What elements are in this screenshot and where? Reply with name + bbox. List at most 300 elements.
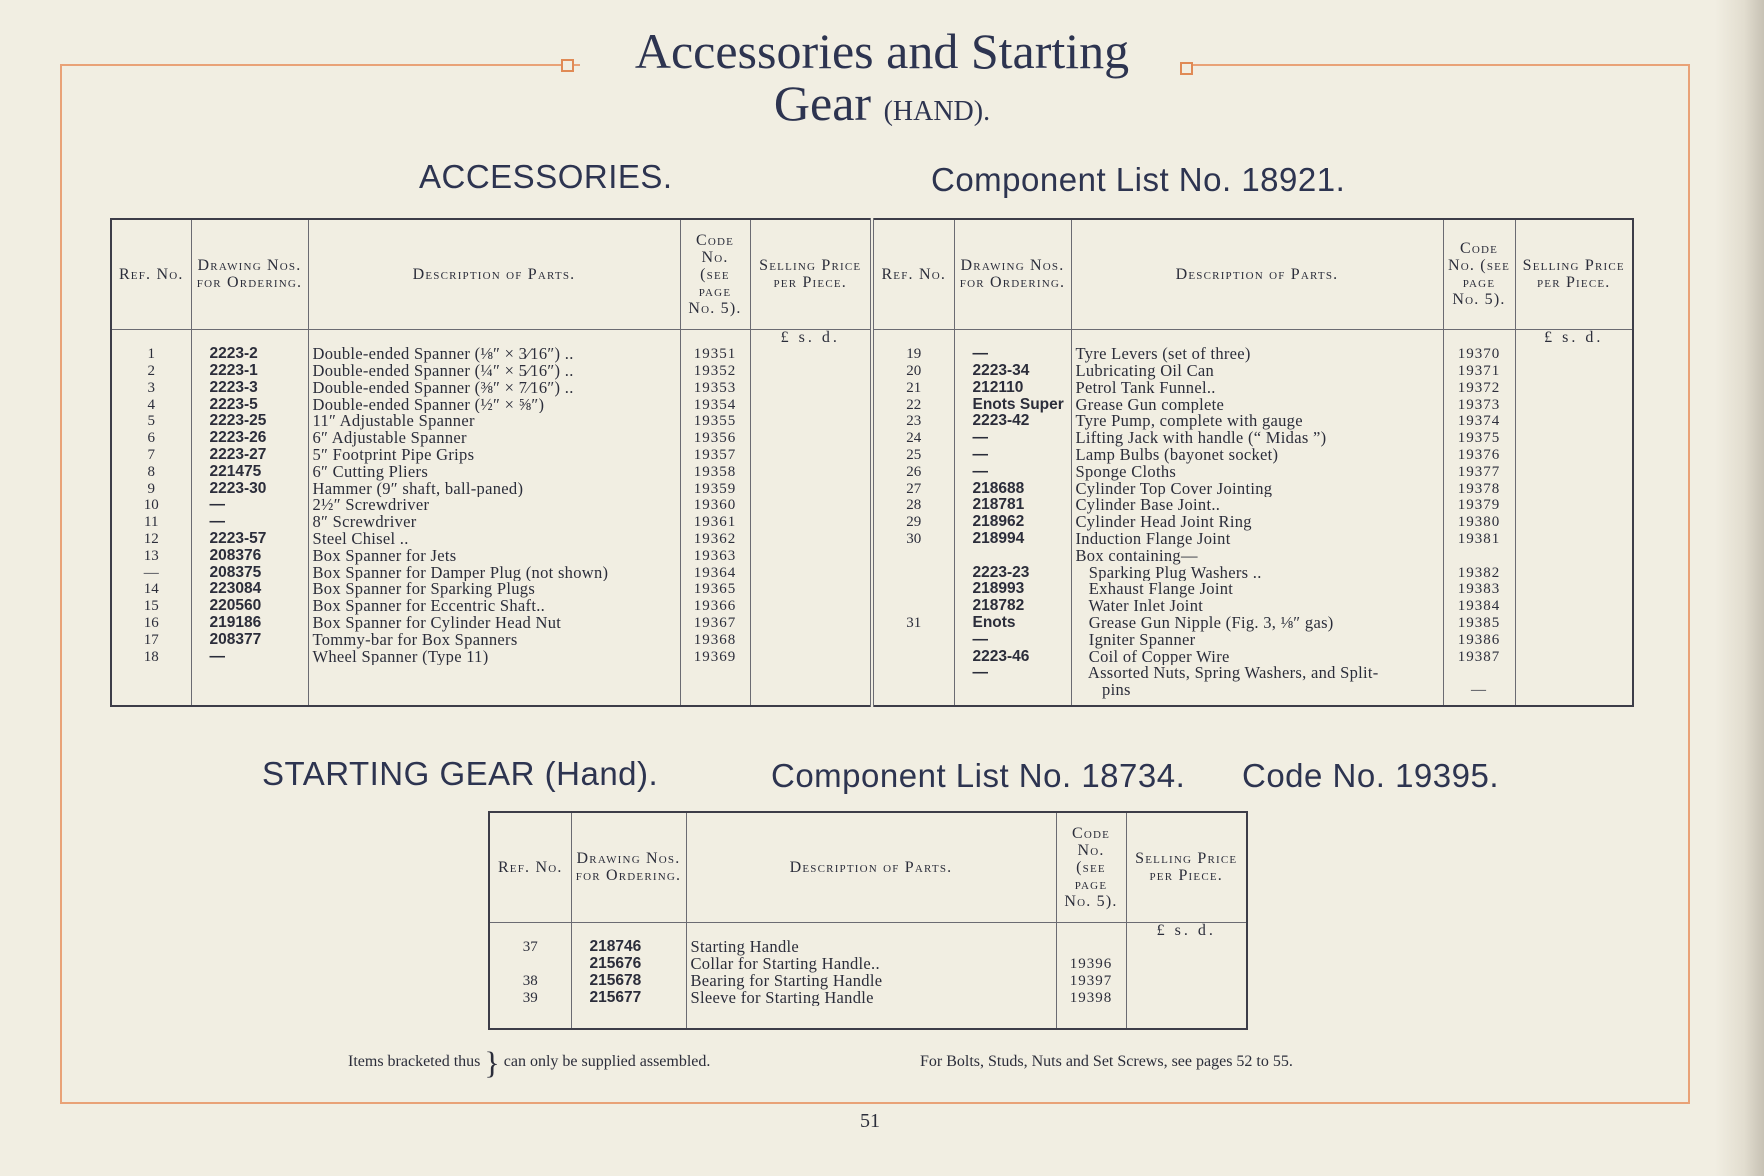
ref-cell: 3: [111, 380, 191, 397]
price-cell: [1126, 956, 1247, 973]
code-cell: [1443, 665, 1515, 682]
price-cell: [1515, 665, 1633, 682]
price-cell: [750, 682, 872, 699]
bolts-note: For Bolts, Studs, Nuts and Set Screws, see pages 52 to 55.: [920, 1053, 1293, 1070]
price-cell: [1515, 430, 1633, 447]
desc-cell: Hammer (9″ shaft, ball-paned): [308, 481, 680, 498]
col-code-header-2: Code No. (see page No. 5).: [1443, 219, 1515, 329]
code-cell: 19360: [680, 497, 750, 514]
desc-cell: Double-ended Spanner (½″ × ⅝″): [308, 397, 680, 414]
price-cell: [1515, 548, 1633, 565]
price-cell: [1515, 632, 1633, 649]
table-row: [111, 447, 1633, 464]
price-cell: [1515, 447, 1633, 464]
drawing-cell: 2223-26: [191, 430, 308, 447]
price-cell: [750, 598, 872, 615]
price-cell: [1126, 990, 1247, 1007]
desc-cell: 6″ Cutting Pliers: [308, 464, 680, 481]
ref-cell: 38: [489, 973, 571, 990]
table-row: [489, 922, 1247, 939]
desc-cell: Petrol Tank Funnel..: [1071, 380, 1443, 397]
ref-cell: 16: [111, 615, 191, 632]
drawing-cell: 215676: [571, 956, 686, 973]
page-title-sub: (HAND).: [883, 96, 991, 127]
table-row: [111, 615, 1633, 632]
ref-cell: 20: [872, 363, 954, 380]
price-cell: [1515, 531, 1633, 548]
desc-cell: [308, 682, 680, 699]
desc-cell: Box Spanner for Sparking Plugs: [308, 581, 680, 598]
code-cell: 19376: [1443, 447, 1515, 464]
code-cell: 19398: [1056, 990, 1126, 1007]
drawing-cell: —: [954, 665, 1071, 682]
desc-cell: Collar for Starting Handle..: [686, 956, 1056, 973]
desc-cell: Lamp Bulbs (bayonet socket): [1071, 447, 1443, 464]
price-cell: [1515, 649, 1633, 666]
drawing-cell: —: [191, 514, 308, 531]
desc-cell: Steel Chisel ..: [308, 531, 680, 548]
padding-cell: [1126, 1006, 1247, 1029]
price-cell: [750, 464, 872, 481]
bracket-glyph: }: [484, 1044, 500, 1081]
bracket-note-text-a: Items bracketed thus: [348, 1053, 481, 1070]
drawing-cell: —: [191, 497, 308, 514]
desc-cell: Lifting Jack with handle (“ Midas ”): [1071, 430, 1443, 447]
table-row: [111, 397, 1633, 414]
currency-label: £ s. d.: [750, 329, 872, 346]
code-cell: 19397: [1056, 973, 1126, 990]
page-title: Accessories and Starting: [634, 23, 1130, 79]
desc-cell: Starting Handle: [686, 939, 1056, 956]
table-row: [111, 565, 1633, 582]
ref-cell: [111, 329, 191, 346]
desc-cell: 11″ Adjustable Spanner: [308, 413, 680, 430]
code-cell: 19368: [680, 632, 750, 649]
ref-cell: 12: [111, 531, 191, 548]
table-row: [489, 990, 1247, 1007]
desc-cell: Box Spanner for Cylinder Head Nut: [308, 615, 680, 632]
ref-cell: 31: [872, 615, 954, 632]
ref-cell: 30: [872, 531, 954, 548]
price-cell: [1515, 565, 1633, 582]
drawing-cell: —: [954, 632, 1071, 649]
code-cell: 19380: [1443, 514, 1515, 531]
price-cell: [750, 665, 872, 682]
sg-col-code-header: Code No. (see page No. 5).: [1056, 812, 1126, 922]
sg-col-price-header: Selling Price per Piece.: [1126, 812, 1247, 922]
ref-cell: 26: [872, 464, 954, 481]
table-row: [111, 514, 1633, 531]
ref-cell: —: [111, 565, 191, 582]
price-cell: [1515, 615, 1633, 632]
price-cell: [750, 632, 872, 649]
ref-cell: [872, 581, 954, 598]
col-code-header: Code No. (see page No. 5).: [680, 219, 750, 329]
padding-cell: [1071, 699, 1443, 706]
starting-gear-heading: STARTING GEAR (Hand).: [262, 755, 659, 792]
price-cell: [750, 481, 872, 498]
drawing-cell: 218994: [954, 531, 1071, 548]
price-cell: [1515, 682, 1633, 699]
bracket-note: [348, 1044, 711, 1081]
starting-gear-table: [488, 811, 1248, 1030]
ref-cell: 5: [111, 413, 191, 430]
table-row: [111, 329, 1633, 346]
drawing-cell: 2223-30: [191, 481, 308, 498]
price-cell: [750, 447, 872, 464]
table-row: [111, 649, 1633, 666]
drawing-cell: 223084: [191, 581, 308, 598]
ref-cell: 15: [111, 598, 191, 615]
table-row: [111, 363, 1633, 380]
drawing-cell: [571, 922, 686, 939]
code-cell: 19363: [680, 548, 750, 565]
price-cell: [1126, 973, 1247, 990]
price-cell: [750, 531, 872, 548]
page-number: 51: [860, 1110, 880, 1132]
desc-cell: 5″ Footprint Pipe Grips: [308, 447, 680, 464]
desc-cell: Sleeve for Starting Handle: [686, 990, 1056, 1007]
price-cell: [750, 548, 872, 565]
code-cell: 19382: [1443, 565, 1515, 582]
desc-cell: 8″ Screwdriver: [308, 514, 680, 531]
desc-cell: 6″ Adjustable Spanner: [308, 430, 680, 447]
drawing-cell: 2223-1: [191, 363, 308, 380]
padding-cell: [680, 699, 750, 706]
table-row: [111, 464, 1633, 481]
table-row: [111, 548, 1633, 565]
code-cell: 19385: [1443, 615, 1515, 632]
col-desc-header: Description of Parts.: [308, 219, 680, 329]
code-cell: 19367: [680, 615, 750, 632]
code-cell: 19355: [680, 413, 750, 430]
page-title-main: Gear: [773, 75, 872, 131]
desc-cell: Cylinder Head Joint Ring: [1071, 514, 1443, 531]
ref-cell: 9: [111, 481, 191, 498]
desc-cell: Box containing—: [1071, 548, 1443, 565]
code-cell: [1056, 922, 1126, 939]
desc-cell: Bearing for Starting Handle: [686, 973, 1056, 990]
drawing-cell: 2223-5: [191, 397, 308, 414]
ref-cell: [872, 329, 954, 346]
drawing-cell: 218782: [954, 598, 1071, 615]
drawing-cell: 2223-34: [954, 363, 1071, 380]
code-cell: [1443, 329, 1515, 346]
ref-cell: [872, 665, 954, 682]
ref-cell: [111, 665, 191, 682]
padding-cell: [1056, 1006, 1126, 1029]
drawing-cell: 215677: [571, 990, 686, 1007]
code-cell: [680, 329, 750, 346]
table-row: [111, 598, 1633, 615]
drawing-cell: [191, 682, 308, 699]
code-cell: 19362: [680, 531, 750, 548]
padding-cell: [489, 1006, 571, 1029]
drawing-cell: 218746: [571, 939, 686, 956]
drawing-cell: 2223-57: [191, 531, 308, 548]
ref-cell: 8: [111, 464, 191, 481]
code-cell: —: [1443, 682, 1515, 699]
drawing-cell: —: [954, 464, 1071, 481]
ref-cell: 13: [111, 548, 191, 565]
code-cell: 19369: [680, 649, 750, 666]
drawing-cell: 2223-23: [954, 565, 1071, 582]
drawing-cell: 208376: [191, 548, 308, 565]
desc-cell: Cylinder Base Joint..: [1071, 497, 1443, 514]
code-cell: 19396: [1056, 956, 1126, 973]
padding-cell: [750, 699, 872, 706]
ref-cell: [489, 956, 571, 973]
ref-cell: 27: [872, 481, 954, 498]
desc-cell: [308, 329, 680, 346]
col-ref-header: Ref. No.: [111, 219, 191, 329]
desc-cell: [308, 665, 680, 682]
drawing-cell: [954, 548, 1071, 565]
ref-cell: [872, 632, 954, 649]
code-cell: 19361: [680, 514, 750, 531]
drawing-cell: —: [954, 447, 1071, 464]
code-cell: 19371: [1443, 363, 1515, 380]
col-drawing-header: Drawing Nos. for Ordering.: [191, 219, 308, 329]
price-cell: [750, 397, 872, 414]
price-cell: [750, 363, 872, 380]
accessories-table: [110, 218, 1634, 707]
price-cell: [1515, 598, 1633, 615]
code-cell: 19366: [680, 598, 750, 615]
code-cell: 19373: [1443, 397, 1515, 414]
code-cell: 19352: [680, 363, 750, 380]
col-price-header: Selling Price per Piece.: [750, 219, 872, 329]
ref-cell: 25: [872, 447, 954, 464]
drawing-cell: 215678: [571, 973, 686, 990]
desc-cell: Grease Gun complete: [1071, 397, 1443, 414]
code-cell: 19354: [680, 397, 750, 414]
drawing-cell: [191, 665, 308, 682]
ref-cell: 6: [111, 430, 191, 447]
desc-cell: Induction Flange Joint: [1071, 531, 1443, 548]
code-cell: 19364: [680, 565, 750, 582]
ref-cell: 18: [111, 649, 191, 666]
ref-cell: [872, 565, 954, 582]
code-cell: 19353: [680, 380, 750, 397]
code-cell: 19356: [680, 430, 750, 447]
table-row: [111, 413, 1633, 430]
page-title-line2: [0, 75, 1764, 137]
ref-cell: [489, 922, 571, 939]
table-row: [111, 665, 1633, 682]
ref-cell: 29: [872, 514, 954, 531]
table-row-padding: [489, 1006, 1247, 1029]
desc-cell: Lubricating Oil Can: [1071, 363, 1443, 380]
drawing-cell: 218993: [954, 581, 1071, 598]
drawing-cell: [954, 682, 1071, 699]
code-cell: 19375: [1443, 430, 1515, 447]
code-cell: 19386: [1443, 632, 1515, 649]
ref-cell: 17: [111, 632, 191, 649]
ref-cell: [872, 682, 954, 699]
table-row: [489, 956, 1247, 973]
table-row: [111, 380, 1633, 397]
drawing-cell: 2223-42: [954, 413, 1071, 430]
price-cell: [1515, 380, 1633, 397]
price-cell: [750, 380, 872, 397]
col-drawing-header-2: Drawing Nos. for Ordering.: [954, 219, 1071, 329]
ref-cell: [872, 548, 954, 565]
drawing-cell: 2223-27: [191, 447, 308, 464]
accessories-component-list: Component List No. 18921.: [931, 161, 1346, 198]
table-row: [111, 531, 1633, 548]
desc-cell: Cylinder Top Cover Jointing: [1071, 481, 1443, 498]
price-cell: [750, 413, 872, 430]
drawing-cell: 218781: [954, 497, 1071, 514]
drawing-cell: Enots Super: [954, 397, 1071, 414]
desc-cell: 2½″ Screwdriver: [308, 497, 680, 514]
price-cell: [1515, 497, 1633, 514]
ref-cell: 37: [489, 939, 571, 956]
ref-cell: 22: [872, 397, 954, 414]
page-curl-shadow: [1715, 0, 1764, 1176]
code-cell: 19381: [1443, 531, 1515, 548]
desc-cell: Wheel Spanner (Type 11): [308, 649, 680, 666]
starting-component-list: Component List No. 18734.: [771, 757, 1186, 794]
drawing-cell: Enots: [954, 615, 1071, 632]
table-row: [111, 632, 1633, 649]
col-desc-header-2: Description of Parts.: [1071, 219, 1443, 329]
ref-cell: 14: [111, 581, 191, 598]
price-cell: [750, 649, 872, 666]
padding-cell: [1515, 699, 1633, 706]
ref-cell: 4: [111, 397, 191, 414]
drawing-cell: 219186: [191, 615, 308, 632]
col-ref-header-2: Ref. No.: [872, 219, 954, 329]
code-cell: 19351: [680, 346, 750, 363]
price-cell: [750, 514, 872, 531]
drawing-cell: 212110: [954, 380, 1071, 397]
padding-cell: [1443, 699, 1515, 706]
drawing-cell: —: [954, 346, 1071, 363]
drawing-cell: 220560: [191, 598, 308, 615]
table-row: [111, 682, 1633, 699]
price-cell: [1515, 346, 1633, 363]
ref-cell: 19: [872, 346, 954, 363]
padding-cell: [571, 1006, 686, 1029]
col-price-header-2: Selling Price per Piece.: [1515, 219, 1633, 329]
code-cell: 19357: [680, 447, 750, 464]
desc-cell: Exhaust Flange Joint: [1071, 581, 1443, 598]
drawing-cell: 208377: [191, 632, 308, 649]
ref-cell: 2: [111, 363, 191, 380]
table-row: [111, 430, 1633, 447]
desc-cell: Igniter Spanner: [1071, 632, 1443, 649]
padding-cell: [191, 699, 308, 706]
sg-col-desc-header: Description of Parts.: [686, 812, 1056, 922]
currency-label: £ s. d.: [1544, 329, 1604, 346]
code-cell: 19384: [1443, 598, 1515, 615]
table-row: [111, 497, 1633, 514]
desc-cell: Sparking Plug Washers ..: [1071, 565, 1443, 582]
drawing-cell: 2223-25: [191, 413, 308, 430]
ref-cell: 11: [111, 514, 191, 531]
padding-cell: [872, 699, 954, 706]
drawing-cell: 218688: [954, 481, 1071, 498]
desc-cell: Box Spanner for Damper Plug (not shown): [308, 565, 680, 582]
code-cell: 19379: [1443, 497, 1515, 514]
padding-cell: [954, 699, 1071, 706]
desc-cell: Grease Gun Nipple (Fig. 3, ⅛″ gas): [1071, 615, 1443, 632]
accessories-heading: ACCESSORIES.: [419, 158, 673, 195]
code-cell: 19383: [1443, 581, 1515, 598]
ref-cell: 39: [489, 990, 571, 1007]
table-row: [111, 581, 1633, 598]
price-cell: [1126, 939, 1247, 956]
sg-col-ref-header: Ref. No.: [489, 812, 571, 922]
drawing-cell: [191, 329, 308, 346]
price-cell: [1515, 413, 1633, 430]
drawing-cell: 2223-3: [191, 380, 308, 397]
currency-label: £ s. d.: [1156, 922, 1216, 939]
price-cell: [1515, 581, 1633, 598]
ref-cell: 28: [872, 497, 954, 514]
desc-cell: Water Inlet Joint: [1071, 598, 1443, 615]
code-cell: [680, 682, 750, 699]
price-cell: [750, 565, 872, 582]
drawing-cell: —: [191, 649, 308, 666]
desc-cell: Double-ended Spanner (¼″ × 5⁄16″) ..: [308, 363, 680, 380]
desc-cell: Box Spanner for Jets: [308, 548, 680, 565]
code-cell: 19374: [1443, 413, 1515, 430]
drawing-cell: [954, 329, 1071, 346]
padding-cell: [111, 699, 191, 706]
drawing-cell: 221475: [191, 464, 308, 481]
padding-cell: [308, 699, 680, 706]
price-cell: [750, 615, 872, 632]
sg-col-drawing-header: Drawing Nos. for Ordering.: [571, 812, 686, 922]
code-cell: 19358: [680, 464, 750, 481]
drawing-cell: 2223-46: [954, 649, 1071, 666]
price-cell: [1515, 464, 1633, 481]
ref-cell: 24: [872, 430, 954, 447]
drawing-cell: 2223-2: [191, 346, 308, 363]
price-cell: [750, 497, 872, 514]
table-row: [111, 481, 1633, 498]
code-cell: [680, 665, 750, 682]
code-cell: 19377: [1443, 464, 1515, 481]
desc-cell: Double-ended Spanner (⅜″ × 7⁄16″) ..: [308, 380, 680, 397]
price-cell: [1515, 397, 1633, 414]
bracket-note-text-b: can only be supplied assembled.: [503, 1053, 711, 1070]
table-row: [489, 939, 1247, 956]
ref-cell: [872, 649, 954, 666]
desc-cell: Tommy-bar for Box Spanners: [308, 632, 680, 649]
price-cell: [1515, 481, 1633, 498]
price-cell: [750, 581, 872, 598]
ref-cell: 1: [111, 346, 191, 363]
code-cell: [1443, 548, 1515, 565]
desc-cell: [1071, 329, 1443, 346]
desc-cell: Sponge Cloths: [1071, 464, 1443, 481]
padding-cell: [686, 1006, 1056, 1029]
code-cell: 19359: [680, 481, 750, 498]
desc-cell: [686, 922, 1056, 939]
desc-cell: pins: [1071, 682, 1443, 699]
code-cell: [1056, 939, 1126, 956]
table-row-padding: [111, 699, 1633, 706]
code-cell: 19378: [1443, 481, 1515, 498]
ref-cell: 23: [872, 413, 954, 430]
code-cell: 19387: [1443, 649, 1515, 666]
table-row: [489, 973, 1247, 990]
code-cell: 19372: [1443, 380, 1515, 397]
